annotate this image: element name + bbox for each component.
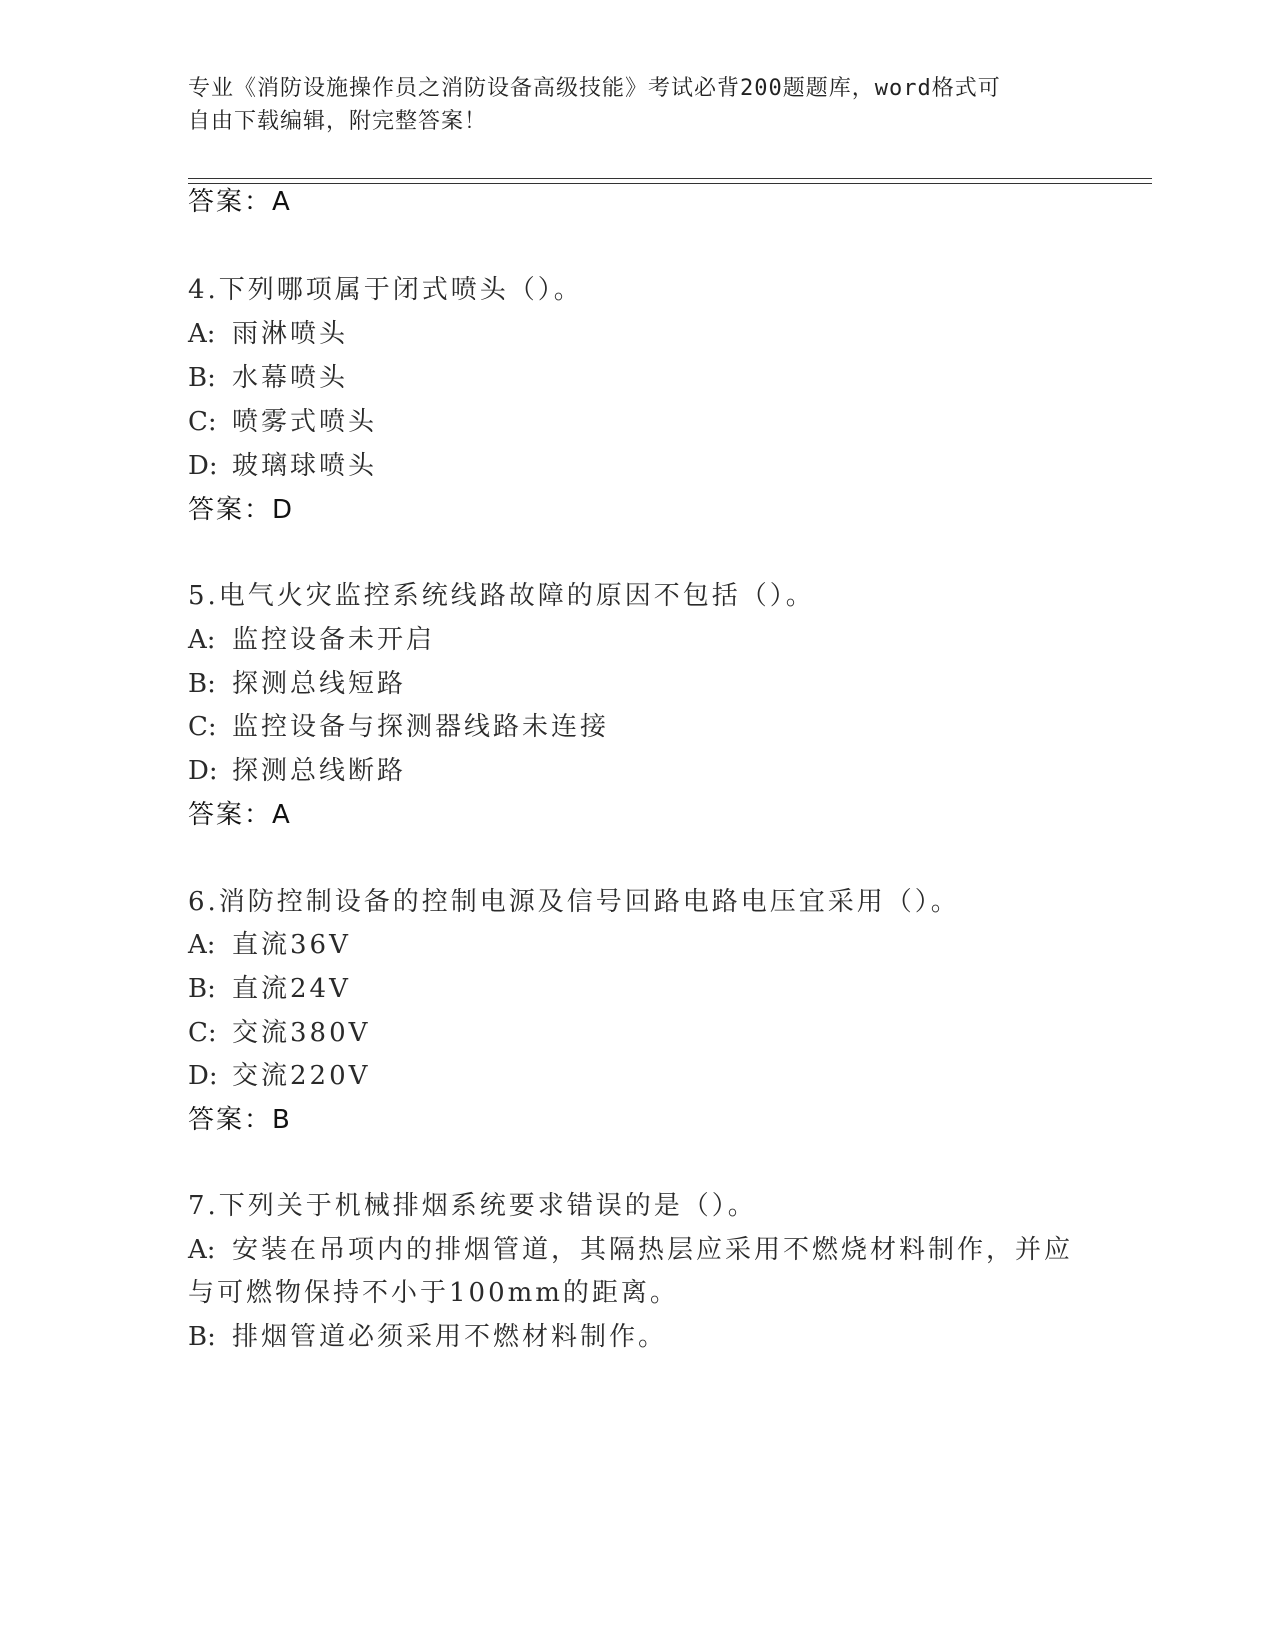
option-key: D: [188, 1061, 218, 1091]
question-5-option-c [188, 711, 609, 743]
option-text: 交流220V [232, 1061, 371, 1091]
question-4-option-a [188, 318, 348, 350]
option-key: D: [188, 756, 218, 786]
question-4-option-b [188, 362, 348, 394]
header-line-2: 自由下载编辑，附完整答案！ [188, 109, 488, 134]
option-key: C: [188, 407, 217, 437]
question-5-option-d [188, 755, 406, 787]
option-key: C: [188, 712, 217, 742]
option-key: A: [188, 930, 216, 960]
question-7-text: 7.下列关于机械排烟系统要求错误的是（）。 [188, 1191, 757, 1221]
option-text: 水幕喷头 [232, 363, 349, 393]
option-key: A: [188, 319, 216, 349]
question-6-text: 6.消防控制设备的控制电源及信号回路电路电压宜采用（）。 [188, 887, 960, 917]
option-text: 监控设备未开启 [232, 625, 436, 655]
option-key: B: [188, 1322, 216, 1352]
question-5-answer: 答案：A [188, 800, 292, 830]
option-text: 交流380V [232, 1018, 371, 1048]
option-key: B: [188, 363, 216, 393]
option-text: 探测总线断路 [232, 756, 407, 786]
option-key: B: [188, 974, 216, 1004]
header-divider-top [188, 178, 1152, 179]
question-5-option-b [188, 668, 406, 700]
option-key: A: [188, 625, 216, 655]
question-5-text: 5.电气火灾监控系统线路故障的原因不包括（）。 [188, 581, 815, 611]
option-text: 探测总线短路 [232, 669, 407, 699]
option-text: 雨淋喷头 [232, 319, 349, 349]
question-6-option-a [188, 929, 351, 961]
question-4-answer: 答案：D [188, 495, 295, 525]
option-text: 直流24V [232, 974, 351, 1004]
option-text: 喷雾式喷头 [232, 407, 378, 437]
option-key: A: [188, 1235, 216, 1265]
previous-answer: 答案：A [188, 187, 292, 217]
header-line-1: 专业《消防设施操作员之消防设备高级技能》考试必背200题题库，word格式可 [188, 76, 1001, 101]
question-6-answer: 答案：B [188, 1105, 292, 1135]
header-divider-bottom [188, 183, 1152, 184]
question-4-option-c [188, 406, 377, 438]
question-6-option-d [188, 1060, 370, 1092]
option-key: D: [188, 451, 218, 481]
option-key: B: [188, 669, 216, 699]
question-6-option-b [188, 973, 351, 1005]
option-text: 安装在吊项内的排烟管道，其隔热层应采用不燃烧材料制作，并应 [232, 1235, 1074, 1265]
question-4-text: 4.下列哪项属于闭式喷头（）。 [188, 275, 583, 305]
option-text: 排烟管道必须采用不燃材料制作。 [232, 1322, 668, 1352]
option-text: 监控设备与探测器线路未连接 [232, 712, 610, 742]
option-text: 玻璃球喷头 [232, 451, 378, 481]
option-key: C: [188, 1018, 217, 1048]
question-7-option-a-continued: 与可燃物保持不小于100mm的距离。 [188, 1278, 679, 1308]
question-5-option-a [188, 624, 435, 656]
option-text: 直流36V [232, 930, 351, 960]
question-7-option-b [188, 1321, 667, 1353]
question-7-option-a [188, 1234, 1073, 1266]
document-header [188, 72, 1088, 138]
question-4-option-d [188, 450, 377, 482]
question-6-option-c [188, 1017, 370, 1049]
